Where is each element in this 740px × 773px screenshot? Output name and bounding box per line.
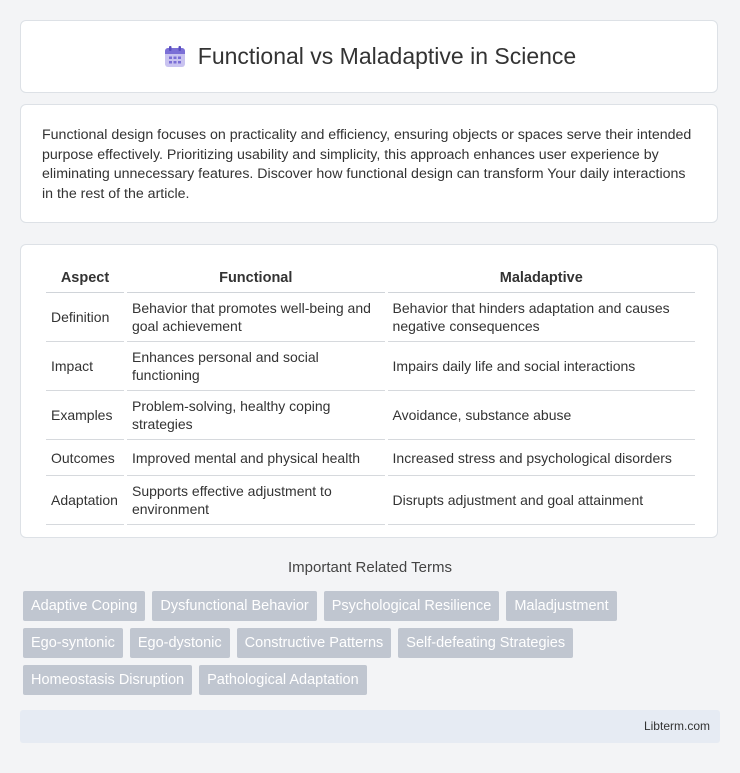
related-terms-title: Important Related Terms bbox=[288, 559, 452, 576]
related-tags bbox=[23, 591, 703, 695]
table-row bbox=[46, 293, 695, 342]
cell-aspect: Definition bbox=[46, 293, 124, 342]
cell-aspect: Examples bbox=[46, 391, 124, 440]
footer bbox=[20, 710, 720, 743]
cell-maladaptive: Avoidance, substance abuse bbox=[388, 391, 695, 440]
footer-site-link[interactable]: Libterm.com bbox=[643, 719, 710, 733]
cell-functional: Behavior that promotes well-being and goal achievement bbox=[127, 293, 385, 342]
related-tag[interactable]: Maladjustment bbox=[506, 591, 616, 621]
related-tag[interactable]: Psychological Resilience bbox=[324, 591, 500, 621]
related-tag[interactable]: Adaptive Coping bbox=[23, 591, 145, 621]
header-maladaptive: Maladaptive bbox=[388, 264, 695, 293]
related-tag[interactable]: Ego-dystonic bbox=[130, 628, 230, 658]
table-row bbox=[46, 342, 695, 391]
cell-maladaptive: Behavior that hinders adaptation and causes negative consequences bbox=[388, 293, 695, 342]
related-tag[interactable]: Self-defeating Strategies bbox=[398, 628, 573, 658]
cell-aspect: Adaptation bbox=[46, 476, 124, 525]
comparison-table-card bbox=[20, 244, 718, 538]
related-tag[interactable]: Constructive Patterns bbox=[237, 628, 392, 658]
page-title: Functional vs Maladaptive in Science bbox=[197, 43, 577, 69]
cell-maladaptive: Impairs daily life and social interactions bbox=[388, 342, 695, 391]
header-functional: Functional bbox=[127, 264, 385, 293]
table-row bbox=[46, 440, 695, 476]
intro-text: Functional design focuses on practicality and efficiency, ensuring objects or spaces serve their intended purpose effectively. Prioritizing usability and simplicity, this approach enhances user experience by eliminating unnecessary features. Discover how functional design can transform Your daily interactions in the rest of the article. bbox=[42, 127, 692, 202]
cell-maladaptive: Increased stress and psychological disorders bbox=[388, 440, 695, 476]
cell-functional: Problem-solving, healthy coping strategies bbox=[127, 391, 385, 440]
related-tag[interactable]: Homeostasis Disruption bbox=[23, 665, 192, 695]
cell-functional: Supports effective adjustment to environment bbox=[127, 476, 385, 525]
cell-maladaptive: Disrupts adjustment and goal attainment bbox=[388, 476, 695, 525]
table-row bbox=[46, 476, 695, 525]
calendar-icon bbox=[162, 44, 188, 70]
table-row bbox=[46, 391, 695, 440]
related-tag[interactable]: Pathological Adaptation bbox=[199, 665, 367, 695]
cell-functional: Enhances personal and social functioning bbox=[127, 342, 385, 391]
intro-card bbox=[20, 104, 718, 223]
related-tag[interactable]: Dysfunctional Behavior bbox=[152, 591, 316, 621]
cell-aspect: Impact bbox=[46, 342, 124, 391]
cell-functional: Improved mental and physical health bbox=[127, 440, 385, 476]
table-header-row bbox=[46, 264, 695, 293]
title-card bbox=[20, 20, 718, 93]
related-tag[interactable]: Ego-syntonic bbox=[23, 628, 123, 658]
cell-aspect: Outcomes bbox=[46, 440, 124, 476]
header-aspect: Aspect bbox=[46, 264, 124, 293]
comparison-table bbox=[43, 264, 698, 525]
